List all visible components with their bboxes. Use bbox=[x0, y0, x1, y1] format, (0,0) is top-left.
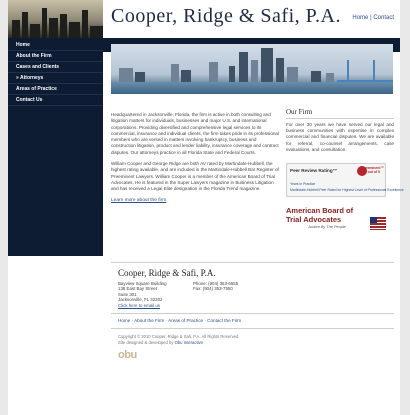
abota-tagline: Justice By The People bbox=[308, 225, 346, 230]
attorneys-paragraph: William Cooper and George Ridge are both AV rated by Martindale-Hubbell, the highest rating available, and are included in the Martindale-Hubbell Bar Register of Preeminent Lawyers. William Cooper is a member of the American Board of Trial Advocates. He is featured in the Super Lawyers magazine in Business Litigation and has received a Legal Elite designation in the Florida Trend magazine. bbox=[111, 161, 279, 192]
rating-title: Peer Review Rating™ bbox=[290, 168, 338, 174]
our-firm-heading: Our Firm bbox=[286, 108, 394, 119]
footer-link-separator: · bbox=[203, 318, 208, 323]
designed-by-text: Site designed & developed by bbox=[118, 340, 175, 345]
footer-firm-name: Cooper, Ridge & Safi, P.A. bbox=[118, 268, 216, 278]
page bbox=[8, 0, 404, 415]
fax-number: Fax: (904) 353-7550 bbox=[193, 286, 233, 292]
footer-address bbox=[118, 281, 167, 308]
designed-by-line bbox=[118, 340, 240, 346]
top-link-contact[interactable]: Contact bbox=[373, 15, 394, 21]
nav-item-home[interactable]: Home bbox=[8, 40, 103, 51]
top-link-home[interactable]: Home bbox=[352, 15, 369, 21]
divider-2 bbox=[111, 313, 394, 314]
nav-item-about-the-firm[interactable]: About the Firm bbox=[8, 51, 103, 62]
address-line: Bayview Square Building bbox=[118, 281, 167, 286]
address-line: Jacksonville, FL 32202 bbox=[118, 297, 163, 303]
nav-item-attorneys-label: Attorneys bbox=[20, 75, 44, 81]
divider-3 bbox=[111, 328, 394, 329]
footer-links bbox=[118, 318, 241, 323]
flag-icon bbox=[370, 217, 386, 230]
our-firm-text: For over 30 years we have served our legal and business communities with expertise in complex commercial and financial disputes. We are available for referral, co-counsel arrangements, case evaluations, and consultation. bbox=[286, 122, 394, 152]
intro-paragraph: Headquartered in Jacksonville, Florida, the firm is active in both consulting and litigation matters for individuals, businesses and major U.S. and international corporations. Providing diversified and comprehensive legal services to its commercial, insurance and individual clients, the firm takes pride in its professional members who are versed in matters involving bankruptcy, business and construction litigation, product and lender liability, insurance coverage and contract disputes. Our attorneys practice in all Florida State and Federal Courts. bbox=[111, 112, 280, 155]
rating-line-2: Martindale-Hubbell Peer Rated for Highest Level of Professional Excellence bbox=[290, 188, 404, 193]
main-content bbox=[111, 112, 281, 204]
footer-link-separator: · bbox=[130, 318, 135, 323]
address-line: Suite 301 bbox=[118, 291, 137, 297]
sidebar-nav bbox=[8, 40, 103, 106]
address-line: 136 East Bay Street bbox=[118, 286, 158, 292]
divider-1 bbox=[111, 262, 394, 263]
footer-link-home[interactable]: Home bbox=[118, 318, 131, 323]
nav-item-cases-and-clients[interactable]: Cases and Clients bbox=[8, 62, 103, 73]
rating-badge-text: Preeminent™ 5.0 out of 5 bbox=[362, 166, 384, 175]
email-link[interactable]: Click here to email us bbox=[118, 302, 160, 308]
designer-link[interactable]: Obu Interactive bbox=[174, 340, 203, 345]
phone-number: Phone: (904) 353-6555 bbox=[193, 281, 239, 286]
right-column bbox=[286, 108, 404, 241]
footer-link-separator: · bbox=[164, 318, 169, 323]
abota-line-2: Trial Advocates bbox=[286, 214, 342, 224]
footer-link-contact[interactable]: Contact the Firm bbox=[207, 318, 242, 323]
header-skyline-image bbox=[8, 0, 103, 38]
obu-logo[interactable]: obu bbox=[118, 349, 137, 361]
nav-item-attorneys[interactable] bbox=[8, 73, 103, 84]
copyright-text: Copyright © 2010 Cooper, Ridge & Safi, P.A. All Rights Reserved. bbox=[118, 334, 240, 339]
footer-link-about[interactable]: About the Firm bbox=[134, 318, 165, 323]
rating-line-1: Years in Practice bbox=[290, 182, 316, 187]
nav-item-areas-of-practice[interactable]: Areas of Practice bbox=[8, 84, 103, 95]
abota-logo[interactable] bbox=[286, 207, 386, 241]
peer-review-rating-badge[interactable] bbox=[286, 163, 404, 197]
learn-more-link[interactable]: Learn more about the firm bbox=[111, 197, 167, 203]
abota-line-1: American Board of bbox=[286, 206, 354, 216]
copyright-block bbox=[118, 334, 240, 346]
site-title: Cooper, Ridge & Safi, P.A. bbox=[111, 5, 341, 27]
nav-item-contact-us[interactable]: Contact Us bbox=[8, 95, 103, 106]
top-links bbox=[352, 15, 394, 21]
hero-skyline-image bbox=[111, 44, 393, 94]
footer-link-areas-of-practice[interactable]: Areas of Practice bbox=[168, 318, 204, 323]
nav-expand-arrow-icon: » bbox=[16, 75, 19, 81]
footer-phones bbox=[193, 281, 238, 292]
header bbox=[8, 0, 400, 38]
top-link-separator: | bbox=[368, 15, 374, 21]
